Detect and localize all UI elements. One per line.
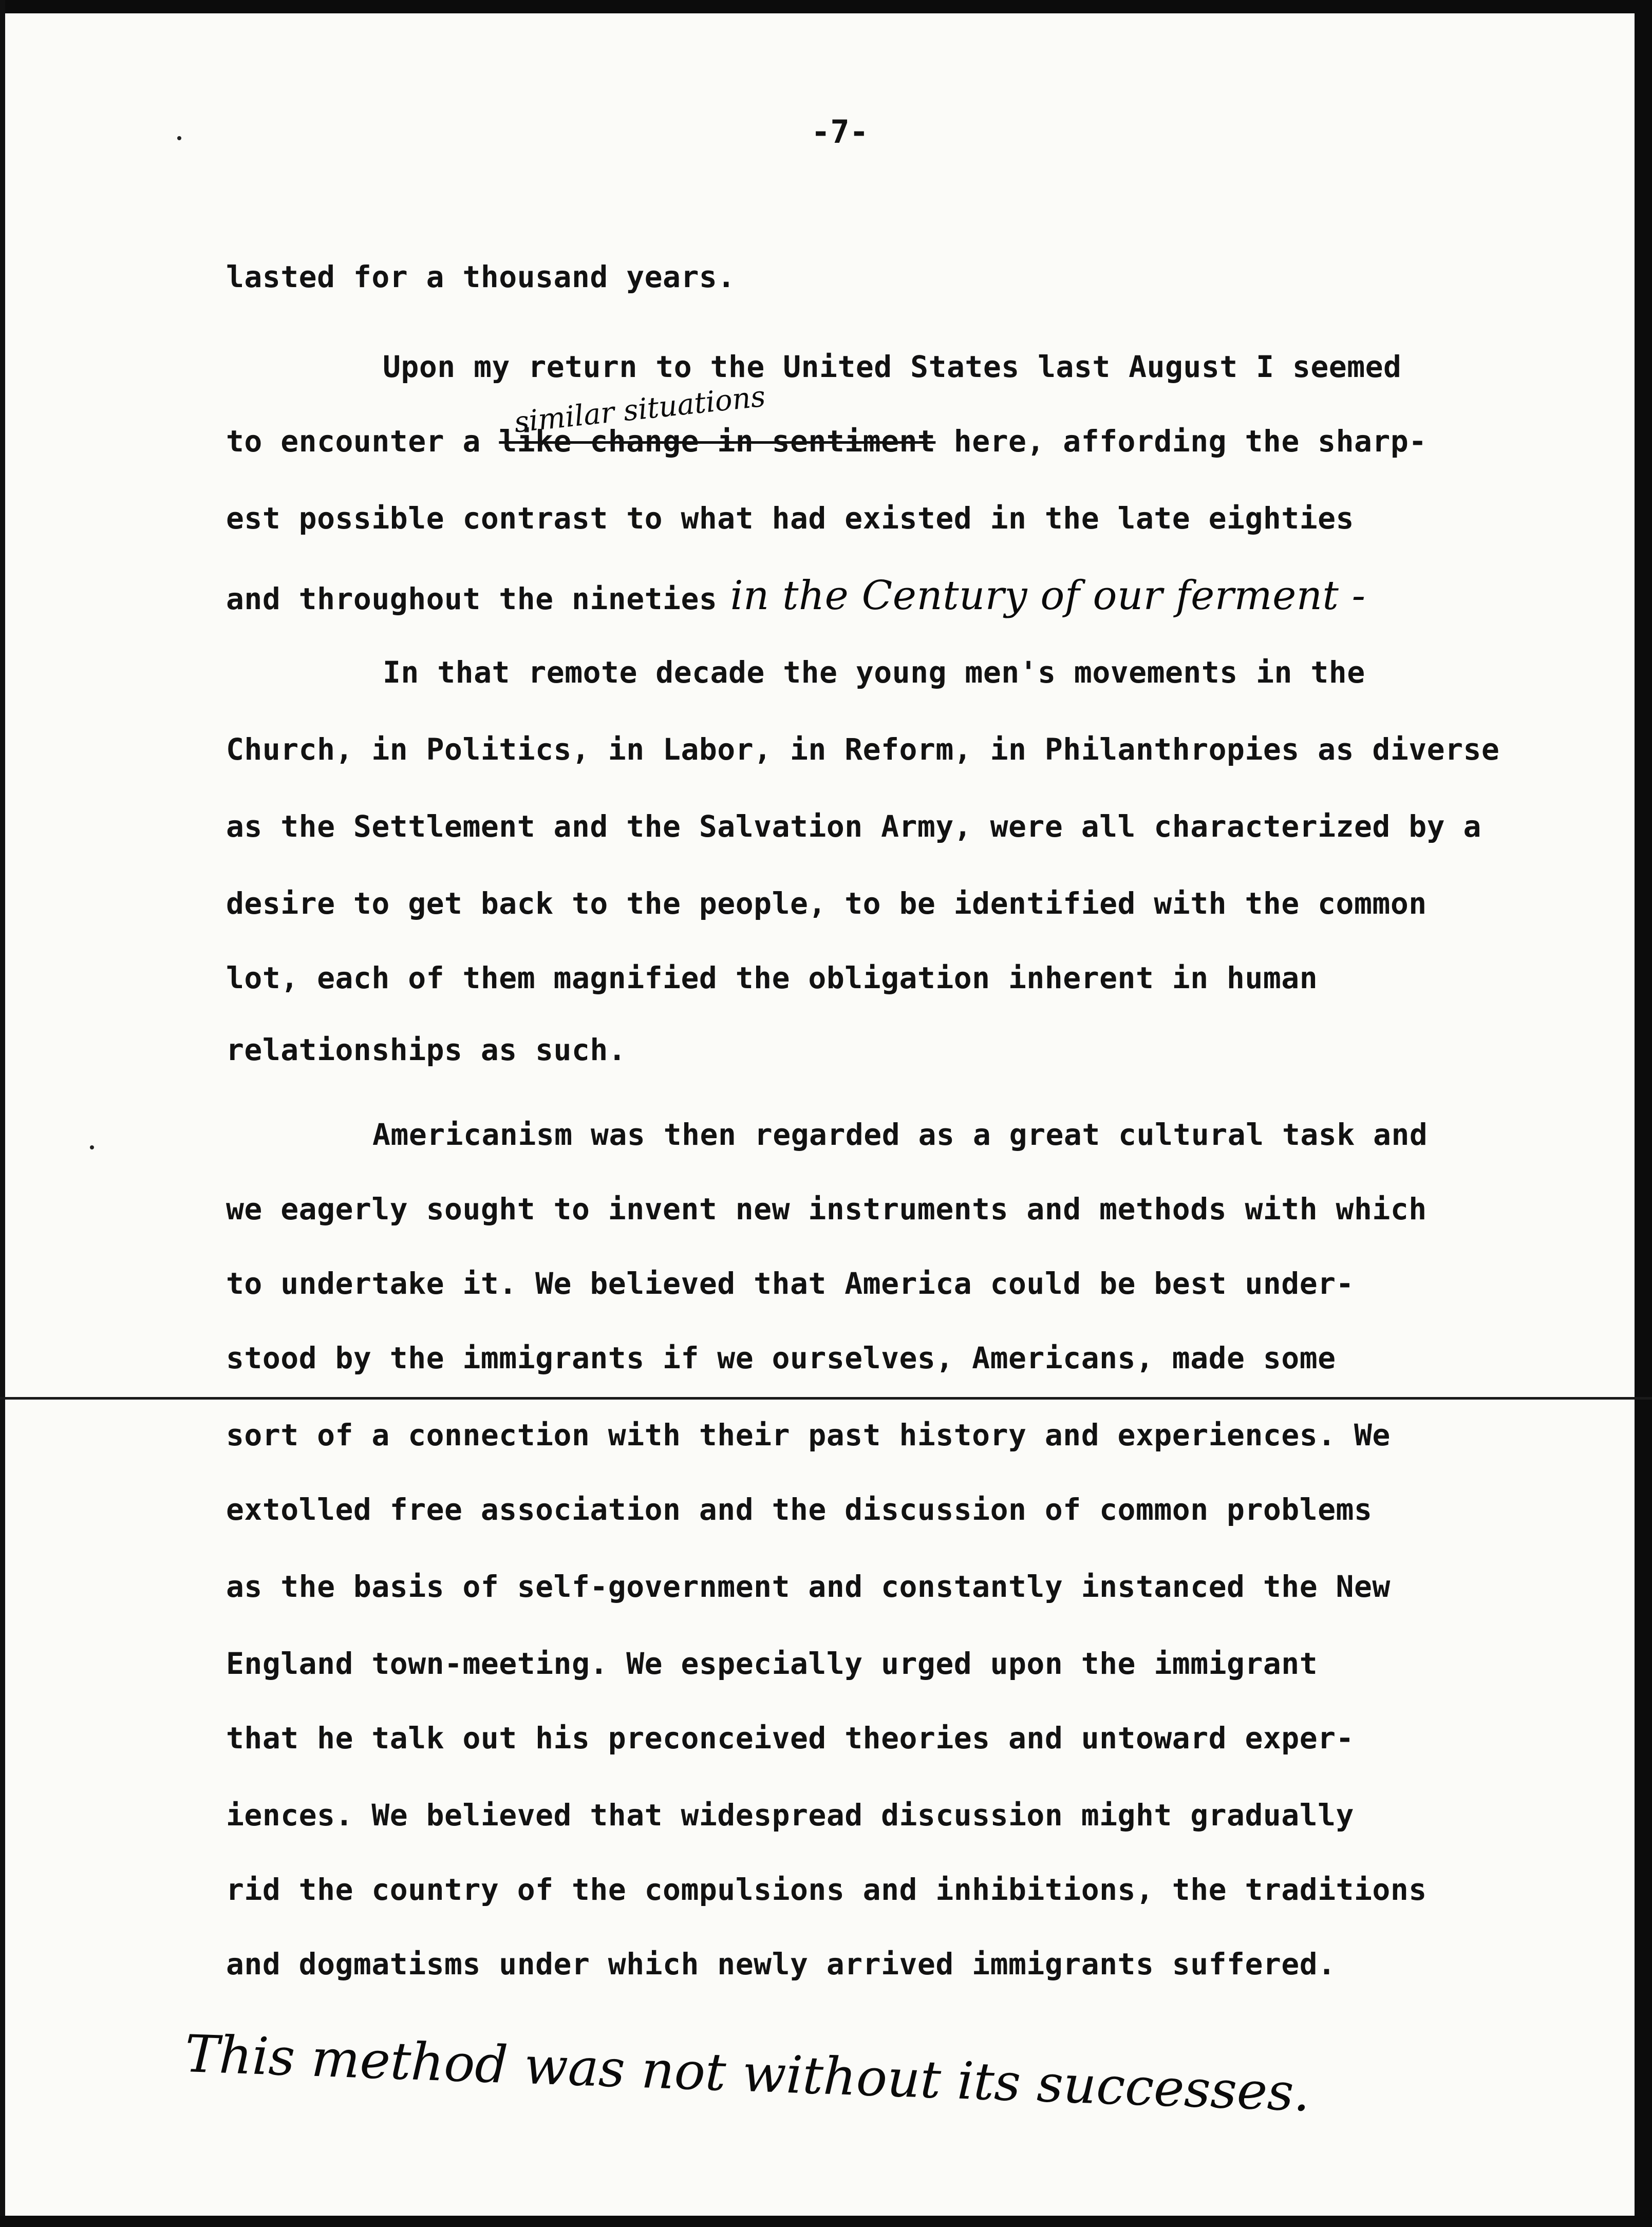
page-number: -7- [811,113,869,150]
scan-border-right [1635,0,1652,2227]
text-line: Church, in Politics, in Labor, in Reform, in Philanthropies as diverse [226,732,1500,767]
text-line: iences. We believed that widespread discussion might gradually [226,1798,1354,1833]
text-line: sort of a connection with their past history and experiences. We [226,1418,1391,1452]
handwritten-insertion: similar situations [512,380,767,440]
text-line: lot, each of them magnified the obligation inherent in human [226,960,1318,995]
text-line: that he talk out his preconceived theories and untoward exper- [226,1721,1354,1756]
text-line: as the Settlement and the Salvation Army, were all characterized by a [226,809,1481,844]
handwritten-note: This method was not without its successes. [183,2024,1311,2123]
struck-text: like change in sentiment [499,424,936,459]
text-line: rid the country of the compulsions and inhibitions, the traditions [226,1872,1427,1907]
text-line: Americanism was then regarded as a great cultural task and [372,1117,1428,1152]
text-line: as the basis of self-government and constantly instanced the New [226,1569,1391,1604]
text-line: extolled free association and the discussion of common problems [226,1492,1373,1527]
text-line: desire to get back to the people, to be identified with the common [226,886,1427,921]
handwritten-insertion: in the Century of our ferment - [717,573,1366,619]
text-line: and dogmatisms under which newly arrived immigrants suffered. [226,1947,1336,1981]
text-line [226,573,1365,619]
text-line [226,424,1427,459]
scan-border-bottom [0,2216,1652,2227]
text-line: England town-meeting. We especially urged upon the immigrant [226,1646,1318,1681]
text-line: est possible contrast to what had existed in the late eighties [226,501,1354,536]
scan-speck [177,136,181,140]
text-line: we eagerly sought to invent new instruments and methods with which [226,1192,1427,1226]
text-line: lasted for a thousand years. [226,259,736,294]
scan-border-left [0,0,5,2227]
text-segment: to encounter a [226,424,499,459]
text-segment: here, affording the sharp- [935,424,1427,459]
text-line: In that remote decade the young men's movements in the [383,655,1365,690]
text-line: stood by the immigrants if we ourselves, Americans, made some [226,1341,1336,1375]
text-segment: and throughout the nineties [226,581,718,616]
text-line: Upon my return to the United States last August I seemed [383,349,1402,384]
scan-speck [90,1145,94,1149]
text-line: to undertake it. We believed that America could be best under- [226,1266,1354,1301]
scan-fold-line [0,1397,1652,1400]
text-line: relationships as such. [226,1032,627,1067]
scan-border-top [0,0,1652,13]
